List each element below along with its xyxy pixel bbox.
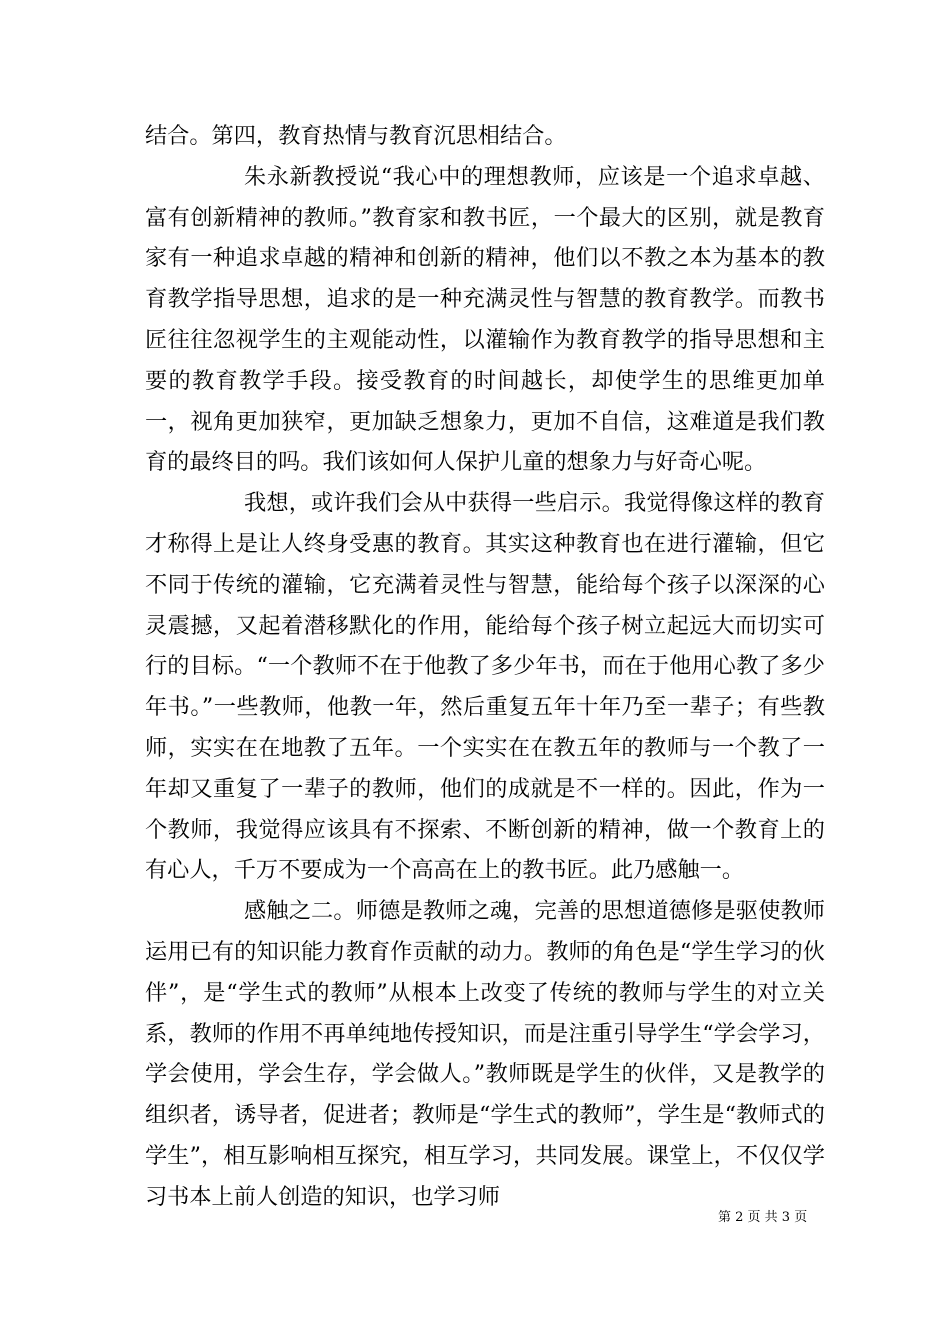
page-footer: [718, 1210, 807, 1226]
paragraph-4: 感触之二。师德是教师之魂，完善的思想道德修是驱使教师运用已有的知识能力教育作贡献的动力。教师的角色是“学生学习的伙伴”，是“学生式的教师”从根本上改变了传统的教师与学生的对立关系，教师的作用不再单纯地传授知识，而是注重引导学生“学会学习，学会使用，学会生存，学会做人。”教师既是学生的伙伴，又是教学的组织者，诱导者，促进者；教师是“学生式的教师”，学生是“教师式的学生”，相互影响相互探究，相互学习，共同发展。课堂上，不仅仅学习书本上前人创造的知识，也学习师: [145, 898, 825, 1210]
paragraph-2: 朱永新教授说“我心中的理想教师，应该是一个追求卓越、富有创新精神的教师。”教育家和教书匠，一个最大的区别，就是教育家有一种追求卓越的精神和创新的精神，他们以不教之本为基本的教育教学指导思想，追求的是一种充满灵性与智慧的教育教学。而教书匠往往忽视学生的主观能动性，以灌输作为教育教学的指导思想和主要的教育教学手段。接受教育的时间越长，却使学生的思维更加单一，视角更加狭窄，更加缺乏想象力，更加不自信，这难道是我们教育的最终目的吗。我们该如何人保护儿童的想象力与好奇心呢。: [145, 163, 825, 476]
paragraph-3: 我想，或许我们会从中获得一些启示。我觉得像这样的教育才称得上是让人终身受惠的教育。其实这种教育也在进行灌输，但它不同于传统的灌输，它充满着灵性与智慧，能给每个孩子以深深的心灵震撼，又起着潜移默化的作用，能给每个孩子树立起远大而切实可行的目标。“一个教师不在于他教了多少年书，而在于他用心教了多少年书。”一些教师，他教一年，然后重复五年十年乃至一辈子；有些教师，实实在在地教了五年。一个实实在在教五年的教师与一个教了一年却又重复了一辈子的教师，他们的成就是不一样的。因此，作为一个教师，我觉得应该具有不探索、不断创新的精神，做一个教育上的有心人，千万不要成为一个高高在上的教书匠。此乃感触一。: [145, 490, 825, 884]
document-body: [145, 116, 825, 1218]
page-number-label: 第 2 页 共 3 页: [718, 1210, 808, 1225]
paragraph-1: 结合。第四，教育热情与教育沉思相结合。: [145, 123, 567, 149]
